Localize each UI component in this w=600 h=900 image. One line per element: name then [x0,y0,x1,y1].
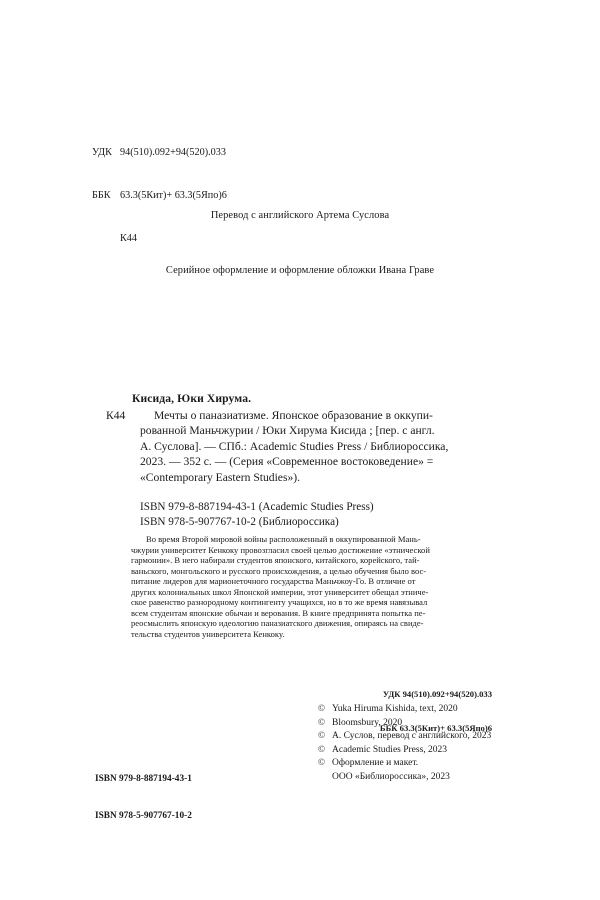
annotation-line: питание лидеров для марионеточного государства Маньчжоу-Го. В отличие от [131,576,416,587]
copyright-text: ООО «Библиороссика», 2023 [332,771,450,782]
copyright-text: А. Суслов, перевод с английского, 2023 [332,731,492,742]
record-line: рованной Маньчжурии / Юки Хирума Кисида ; [пер. с англ. [140,424,435,438]
author-code-top: К44 [120,232,137,244]
bbk-value: 63.3(5Кит)+ 63.3(5Япо)6 [120,190,227,202]
record-line: Мечты о паназиатизме. Японское образование в оккупи- [154,409,433,422]
record-line: 2023. — 352 с. — (Серия «Современное востоковедение» = [140,455,434,469]
annotation-line: тельства студентов университета Кенкоку. [131,628,285,639]
record-body [106,408,492,485]
annotation-block [131,534,468,639]
annotation-line: ваньского, монгольского и русского происхождения, а целью обучения было вос- [131,565,427,576]
copyright-icon: © [318,743,325,754]
annotation-line: чжурии университет Кенкоку провозгласил своей целью достижение «этнической [131,544,430,555]
udk-bottom-line: УДК 94(510).092+94(520).033 [382,689,492,700]
isbn-inner-block [140,500,374,529]
annotation-line: Во время Второй мировой войны расположенный в оккупированной Мань- [146,534,421,544]
annotation-line: ское равенство разнородному контингенту учащихся, но в то же время навязывал [131,597,428,608]
udk-row-top [92,146,227,160]
design-credit: Серийное оформление и оформление обложки Ивана Граве [165,265,435,276]
isbn-bottom-line: ISBN 979-8-887194-43-1 [95,774,192,785]
copyright-icon: © [318,757,325,768]
annotation-line: реосмыслить японскую идеологию паназиатского движения, опираясь на свиде- [131,618,424,629]
record-line: «Contemporary Eastern Studies»). [140,470,301,484]
copyright-row [318,702,491,716]
bbk-label: ББК [92,190,111,202]
record-author: Кисида, Юки Хирума. [132,392,252,405]
copyright-row [318,729,491,743]
copyright-text: Academic Studies Press, 2023 [332,744,448,755]
copyright-row [318,770,491,784]
isbn-bottom-block [95,749,192,847]
bibliographic-record [106,392,492,485]
annotation-line: других колониальных школ Японской империи, этот университет обещал этниче- [131,586,429,597]
udk-label: УДК [92,147,112,159]
copyright-icon: © [318,703,325,713]
bbk-row-top [92,189,227,203]
copyright-row [318,743,491,757]
isbn-bottom-line: ISBN 978-5-907767-10-2 [95,811,192,822]
record-author-code: К44 [106,409,126,422]
udk-value: 94(510).092+94(520).033 [120,147,226,159]
copyright-icon: © [318,730,325,741]
copyright-text: Bloomsbury, 2020 [332,717,403,728]
classification-top-block [92,118,227,274]
annotation-line: гармонии». В него набирали студентов японского, китайского, корейского, тай- [131,555,420,566]
translator-credit: Перевод с английского Артема Суслова [210,210,390,221]
copyright-row [318,716,491,730]
record-line: А. Суслова]. — СПб.: Academic Studies Press / Библиороссика, [140,439,449,453]
copyright-text: Оформление и макет. [332,758,419,769]
bbk-bottom-line: ББК 63.3(5Кит)+ 63.3(5Япо)6 [379,723,492,734]
copyright-text: Yuka Hiruma Kishida, text, 2020 [332,704,458,714]
copyright-block [318,702,491,784]
annotation-line: всем студентам японские обычаи и верования. В книге предпринята попытка пе- [131,607,426,618]
isbn-inner-line: ISBN 978-5-907767-10-2 (Библиороссика) [140,515,339,528]
copyright-row [318,756,491,770]
copyright-icon: © [318,716,325,727]
isbn-inner-line: ISBN 979-8-887194-43-1 (Academic Studies Press) [140,501,374,513]
